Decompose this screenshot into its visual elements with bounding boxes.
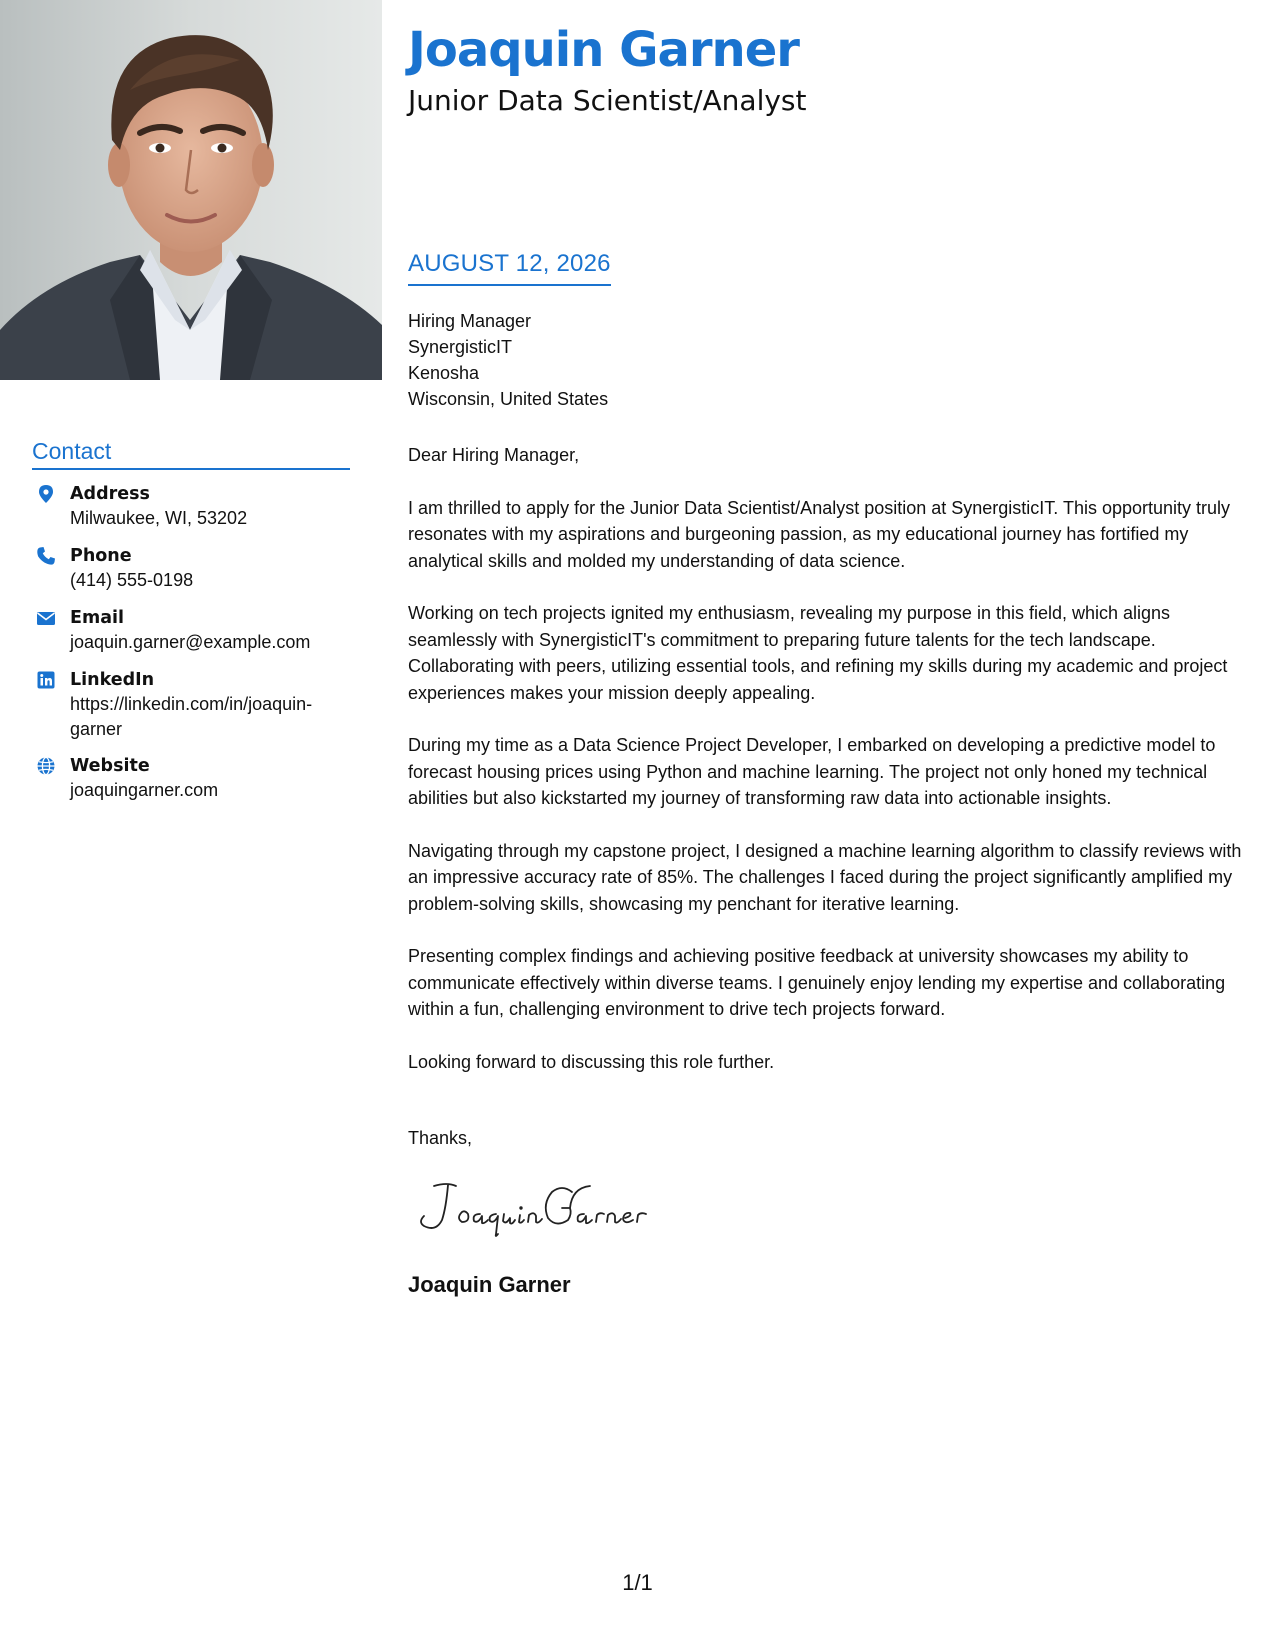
contact-value: Milwaukee, WI, 53202 (70, 508, 248, 528)
job-title: Junior Data Scientist/Analyst (408, 84, 807, 117)
contact-website (32, 754, 350, 804)
contact-label: Address (70, 484, 150, 504)
globe-icon (36, 756, 56, 776)
body-paragraph: Navigating through my capstone project, I designed a machine learning algorithm to classify reviews with an impressive accuracy rate of 85%. The challenges I faced during the project significantly amplified my problem-solving skills, showcasing my penchant for iterative learning. (408, 840, 1242, 914)
contact-label: Website (70, 756, 150, 776)
contact-label: LinkedIn (70, 670, 155, 690)
recipient-company: SynergisticIT (408, 337, 513, 357)
signature-name: Joaquin Garner (408, 1272, 571, 1297)
map-pin-icon (36, 484, 56, 504)
contact-label: Email (70, 608, 124, 628)
linkedin-icon (36, 670, 56, 690)
contact-value[interactable]: joaquingarner.com (70, 780, 219, 800)
recipient-block (408, 308, 608, 412)
letter-date: AUGUST 12, 2026 (408, 250, 611, 286)
contact-list (32, 482, 350, 816)
profile-photo (0, 0, 382, 380)
contact-phone (32, 544, 350, 594)
letter-body (408, 442, 1253, 1101)
phone-icon (36, 546, 56, 566)
body-paragraph: I am thrilled to apply for the Junior Data Scientist/Analyst position at SynergisticIT. This opportunity truly resonates with my aspirations and burgeoning passion, as my educational journey has fortified my analytical skills and molded my understanding of data science. (408, 497, 1231, 571)
contact-value: (414) 555-0198 (70, 570, 194, 590)
body-paragraph: During my time as a Data Science Project Developer, I embarked on developing a predictive model to forecast housing prices using Python and machine learning. The project not only honed my technical abilities but also kickstarted my journey of transforming raw data into actionable insights. (408, 735, 1216, 808)
contact-value: joaquin.garner@example.com (70, 632, 311, 652)
body-paragraph: Presenting complex findings and achieving positive feedback at university showcases my ability to communicate effectively within diverse teams. I genuinely enjoy lending my expertise and collaborating within a fun, challenging environment to drive tech projects forward. (408, 946, 1226, 1019)
contact-email (32, 606, 350, 656)
contact-linkedin (32, 668, 350, 742)
recipient-region: Wisconsin, United States (408, 389, 609, 409)
closing: Thanks, (408, 1128, 473, 1148)
handwritten-signature (412, 1178, 672, 1238)
body-paragraph: Working on tech projects ignited my enthusiasm, revealing my purpose in this field, which aligns seamlessly with SynergisticIT's commitment to preparing future talents for the tech landscape. Collaborating with peers, utilizing essential tools, and refining my skills during my academic and project experiences makes your mission deeply appealing. (408, 603, 1228, 703)
recipient-title: Hiring Manager (408, 311, 532, 331)
contact-value[interactable]: https://linkedin.com/in/joaquin-garner (70, 694, 313, 739)
contact-heading: Contact (32, 438, 350, 470)
page-number: 1/1 (622, 1570, 653, 1595)
salutation: Dear Hiring Manager, (408, 445, 580, 465)
contact-label: Phone (70, 546, 132, 566)
recipient-city: Kenosha (408, 363, 480, 383)
body-paragraph: Looking forward to discussing this role further. (408, 1051, 775, 1072)
applicant-name: Joaquin Garner (408, 22, 799, 78)
envelope-icon (36, 608, 56, 628)
contact-address (32, 482, 350, 532)
